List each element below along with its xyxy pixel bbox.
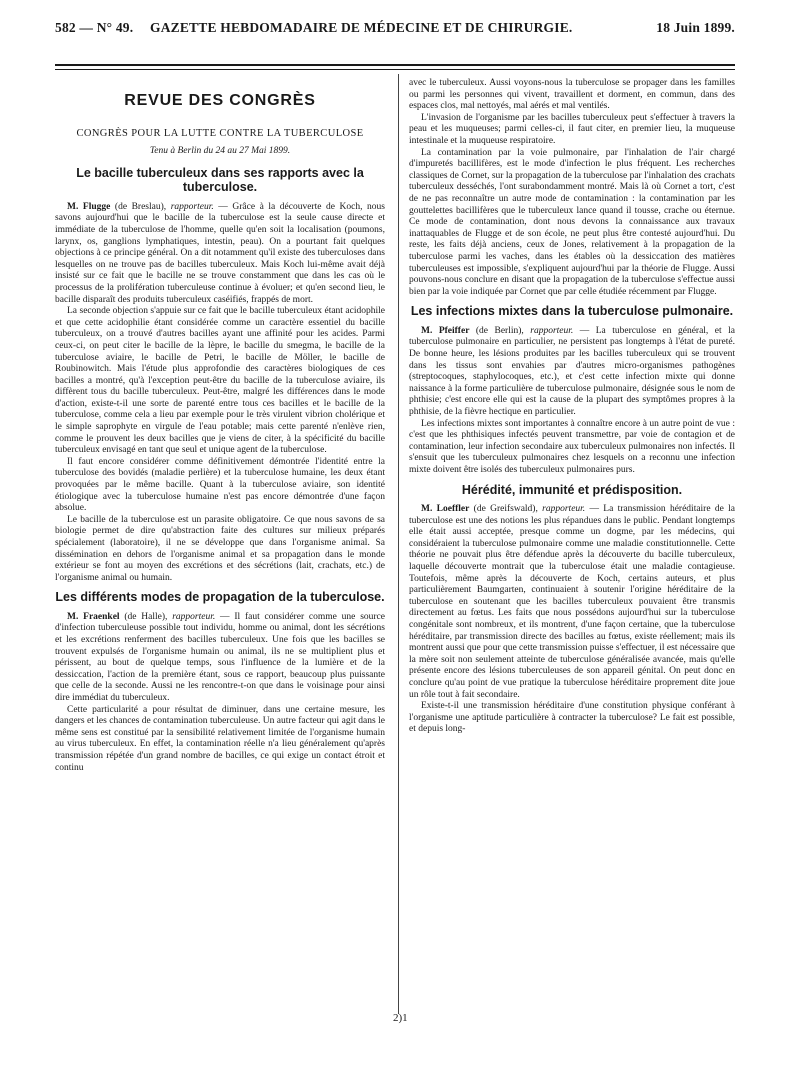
paragraph: Existe-t-il une transmission héréditaire d'une constitution physique conférant à l'organisme une aptitude particulière à contracter la tuberculose? Le fait est possible, et depuis long- — [409, 701, 735, 735]
issue-date: 18 Juin 1899. — [656, 20, 735, 35]
revue-title: REVUE DES CONGRÈS — [124, 92, 316, 109]
header-rule-thin — [55, 69, 735, 70]
speaker-name: M. Fraenkel — [67, 611, 120, 622]
paragraph: L'invasion de l'organisme par les bacilles tuberculeux peut s'effectuer à travers la peau et les muqueuses; parmi celles-ci, il faut citer, en premier lieu, la muqueuse intestinale et la muqueuse respiratoire. — [409, 112, 735, 146]
paragraph: La seconde objection s'appuie sur ce fait que le bacille tuberculeux étant acidophile et que cette acidophilie étant considérée comme un caractère essentiel du bacille tuberculeux, on a trouvé d'autres bacilles ayant une affinité pour les acides. Parmi ceux-ci, on peut citer le bacille de la lèpre, le bacille du smegma, le bacille de la tuberculose aviaire, le bacille de Petri, le bacille de Möller, le bacille de Roubinowitch. Mais l'étude plus approfondie des caractères biologiques de ces bacilles a montré, qu'à l'exception peut-être du bacille de la tuberculose aviaire, ils diffèrent tous du bacille tuberculeux. Peut-être, malgré les différences dans le mode d'action, existe-t-il une sorte de parenté entre tous ces bacilles et le bacille de la tuberculose, comme cela a lieu par exemple pour le très virulent vibrion cholérique et le simple saprophyte en virgule de l'eau potable; mais cette parenté n'enlève rien, comme le prouvent les deux bacilles que je viens de citer, à la spécificité du bacille tuberculeux envisagé en tant que seul et unique agent de la tuberculose. — [55, 306, 385, 456]
paragraph: Les infections mixtes sont importantes à connaître encore à un autre point de vue : c'est que les phthisiques infectés peuvent transmettre, par voie de contagion et de contamination, leur infection secondaire aux tuberculeux pulmonaires non infectés. Il s'ensuit que les tuberculeux pulmonaires chez lesquels on a reconnu une infection mixte doivent être isolés des tuberculeux pulmonaires purs. — [409, 418, 735, 475]
left-column — [55, 78, 385, 774]
footer-number: 2)1 — [393, 1012, 408, 1024]
paragraph — [409, 504, 735, 701]
page-number: 582 — N° 49. — [55, 20, 134, 35]
paragraph: La contamination par la voie pulmonaire, par l'inhalation de l'air chargé d'impuretés bacillifères, est le mode d'infection le plus fréquent. Les recherches classiques de Cornet, sur la propagation de la tuberculose par l'inhalation des crachats tuberculeux desséchés, l'ont surabondamment montré. Mais là où Cornet a tort, c'est de ne pas reconnaître un autre mode de contamination : la contamination par les gouttelettes bacillifères que le tuberculeux lance quand il tousse, crache ou éternue. Ce mode de contamination, dont nous devons la connaissance aux travaux inattaquables de Flugge et de son école, ne peut plus être contesté aujourd'hui. Du reste, les faits déjà anciens, ceux de Jones, relativement à la propagation de la tuberculose parmi les vaches, dans les étables où la dessiccation des matières tuberculeuses est impossible, s'expliquent aujourd'hui par la théorie de Flugge. Aussi pouvons-nous conclure en disant que la propagation de la tuberculose s'effectue aussi bien par la voie indiquée par Cornet que par celle étudiée récemment par Flugge. — [409, 147, 735, 297]
congres-title: CONGRÈS POUR LA LUTTE CONTRE LA TUBERCULOSE — [76, 127, 364, 139]
paragraph-text: — La transmission héréditaire de la tuberculose est une des notions les plus répandues dans le public. Pendant longtemps elle était aussi acceptée, presque comme un dogme, par les médecins, qui considéraient la tuberculose pulmonaire comme une maladie constitutionnelle. Cette théorie ne pouvait plus être défendue après la découverte du bacille tuberculeux, laquelle découverte montrait que la tuberculose était une maladie contagieuse. Toutefois, même après la découverte de Koch, certains auteurs, et plus particulièrement Baumgarten, continuaient à soutenir l'origine héréditaire de la tuberculose en soutenant que les bacilles tuberculeux pouvaient être transmis directement au fœtus. Les faits que nous possédons aujourd'hui sur la tuberculose congénitale sont nombreux, et ils montrent, d'une façon certaine, que la tuberculose héréditaire, par transmission directe des bacilles au fœtus, existe réellement; mais ils montrent aussi que pour que cette transmission puisse s'effectuer, il est nécessaire que la mère soit non seulement atteinte de tuberculose généralisée avancée, mais qu'elle présente encore des lésions tuberculeuses de son appareil génital. On peut donc en conclure qu'au point de vue pratique la tuberculose héréditaire proprement dite joue un rôle tout à fait secondaire. — [409, 504, 735, 700]
section-title-propagation: Les différents modes de propagation de la tuberculose. — [55, 590, 385, 605]
speaker-origin: (de Breslau), — [110, 201, 171, 212]
page — [55, 0, 735, 1080]
speaker-name: M. Loeffler — [421, 504, 470, 514]
column-divider — [398, 74, 399, 1014]
paragraph: Cette particularité a pour résultat de diminuer, dans une certaine mesure, les dangers et les chances de contamination tuberculeuse. Un autre facteur qui agit dans le même sens est constitué par la sensibilité relativement limitée de l'organisme humain au virus tuberculeux. En effet, la contamination réelle n'a lieu généralement qu'après transmission répétée d'un grand nombre de bacilles, ce qui exige un contact étroit et continu — [55, 704, 385, 773]
paragraph-text: — Grâce à la découverte de Koch, nous savons aujourd'hui que le bacille de la tuberculose est la seule cause directe et immédiate de la tuberculose de l'homme, quelle qu'en soit la localisation (poumons, larynx, os, ganglions lymphatiques, intestin, peau). On a pourtant fait quelques objections à ce principe général. On a dit notamment qu'il existe des tuberculoses dans lesquelles on ne trouve pas de bacilles tuberculeux. Mais Koch lui-même avait déjà insisté sur ce fait que le bacille ne se trouve constamment que dans les cas où le processus de la prolifération tuberculeuse continue à évoluer; et qu'en second lieu, le bacille disparaît des produits tuberculeux caséifiés, frappés de mort. — [55, 201, 385, 305]
section-title-heredite: Hérédité, immunité et prédisposition. — [461, 482, 683, 497]
paragraph-text: — La tuberculose en général, et la tuberculose pulmonaire en particulier, ne persistent pas longtemps à l'état de pureté. De bonne heure, les lésions produites par les bacilles tuberculeux qui se trouvent dans les tissus sont envahies par d'autres micro-organismes pathogènes (streptocoques, staphylocoques, etc.), et c'est cette infection mixte qui donne naissance à la forme particulière de tuberculose pulmonaire, désignée sous le nom de phthisie; c'est encore elle qui est la cause de la plupart des symptômes propres à la phthisie, de la fièvre hectique en particulier. — [409, 325, 735, 417]
header-rule — [55, 64, 735, 66]
right-column — [409, 78, 735, 736]
paragraph: Il faut encore considérer comme définitivement démontrée l'identité entre la tuberculose des bovidés (maladie perlière) et la tuberculose humaine, les deux étant provoquées par le même bacille. Quant à la tuberculose aviaire, son identité étiologique avec la tuberculose humaine n'est pas encore démontrée d'une façon absolue. — [55, 456, 385, 514]
paragraph — [409, 326, 735, 419]
speaker-role: rapporteur. — [530, 325, 574, 336]
speaker-role: rapporteur. — [542, 504, 586, 514]
speaker-name: M. Pfeiffer — [421, 325, 470, 336]
paragraph — [55, 612, 385, 705]
section-title-bacille: Le bacille tuberculeux dans ses rapports avec la tuberculose. — [76, 165, 364, 195]
paragraph: avec le tuberculeux. Aussi voyons-nous la tuberculose se propager dans les familles ou parmi les personnes qui vivent, travaillent et dorment, en commun, dans des espaces clos, mal nettoyés, mal aérés et mal ventilés. — [409, 78, 735, 112]
section-title-infections: Les infections mixtes dans la tuberculose pulmonaire. — [410, 304, 734, 319]
paragraph — [55, 202, 385, 306]
speaker-role: rapporteur. — [172, 611, 216, 622]
paragraph-text: — Il faut considérer comme une source d'infection tuberculeuse possible tout individu, homme ou animal, dont les sécrétions et les excrétions renferment des bacilles tuberculeux. Une fois que les bacilles se trouvent expulsés de l'organisme humain ou animal, ils ne se multiplient plus et périssent, au bout de quelque temps, sous l'influence de la lumière et de la dessiccation, l'action de la première étant, sous ce rapport, beaucoup plus puissante que celle de la seconde. Aussi ne les rencontre-t-on que dans le voisinage pour ainsi dire immédiat du tuberculeux. — [55, 611, 385, 704]
speaker-origin: (de Berlin), — [469, 325, 531, 336]
speaker-name: M. Flugge — [67, 201, 111, 212]
congres-subtitle: Tenu à Berlin du 24 au 27 Mai 1899. — [149, 146, 291, 157]
speaker-origin: (de Halle), — [119, 611, 173, 622]
journal-title: GAZETTE HEBDOMADAIRE DE MÉDECINE ET DE CHIRURGIE. — [150, 20, 573, 35]
speaker-origin: (de Greifswald), — [469, 504, 543, 514]
speaker-role: rapporteur. — [170, 201, 214, 212]
paragraph: Le bacille de la tuberculose est un parasite obligatoire. Ce que nous savons de sa biologie permet de dire qu'abstraction faite des cultures sur milieux préparés spécialement (laboratoire), il ne se développe que dans l'organisme animal. Sa dissémination en dehors de l'organisme animal et sa propagation dans le monde extérieur se font au moyen des excrétions et des sécrétions (lait, crachats, etc.) de l'organisme animal ou humain. — [55, 514, 385, 583]
